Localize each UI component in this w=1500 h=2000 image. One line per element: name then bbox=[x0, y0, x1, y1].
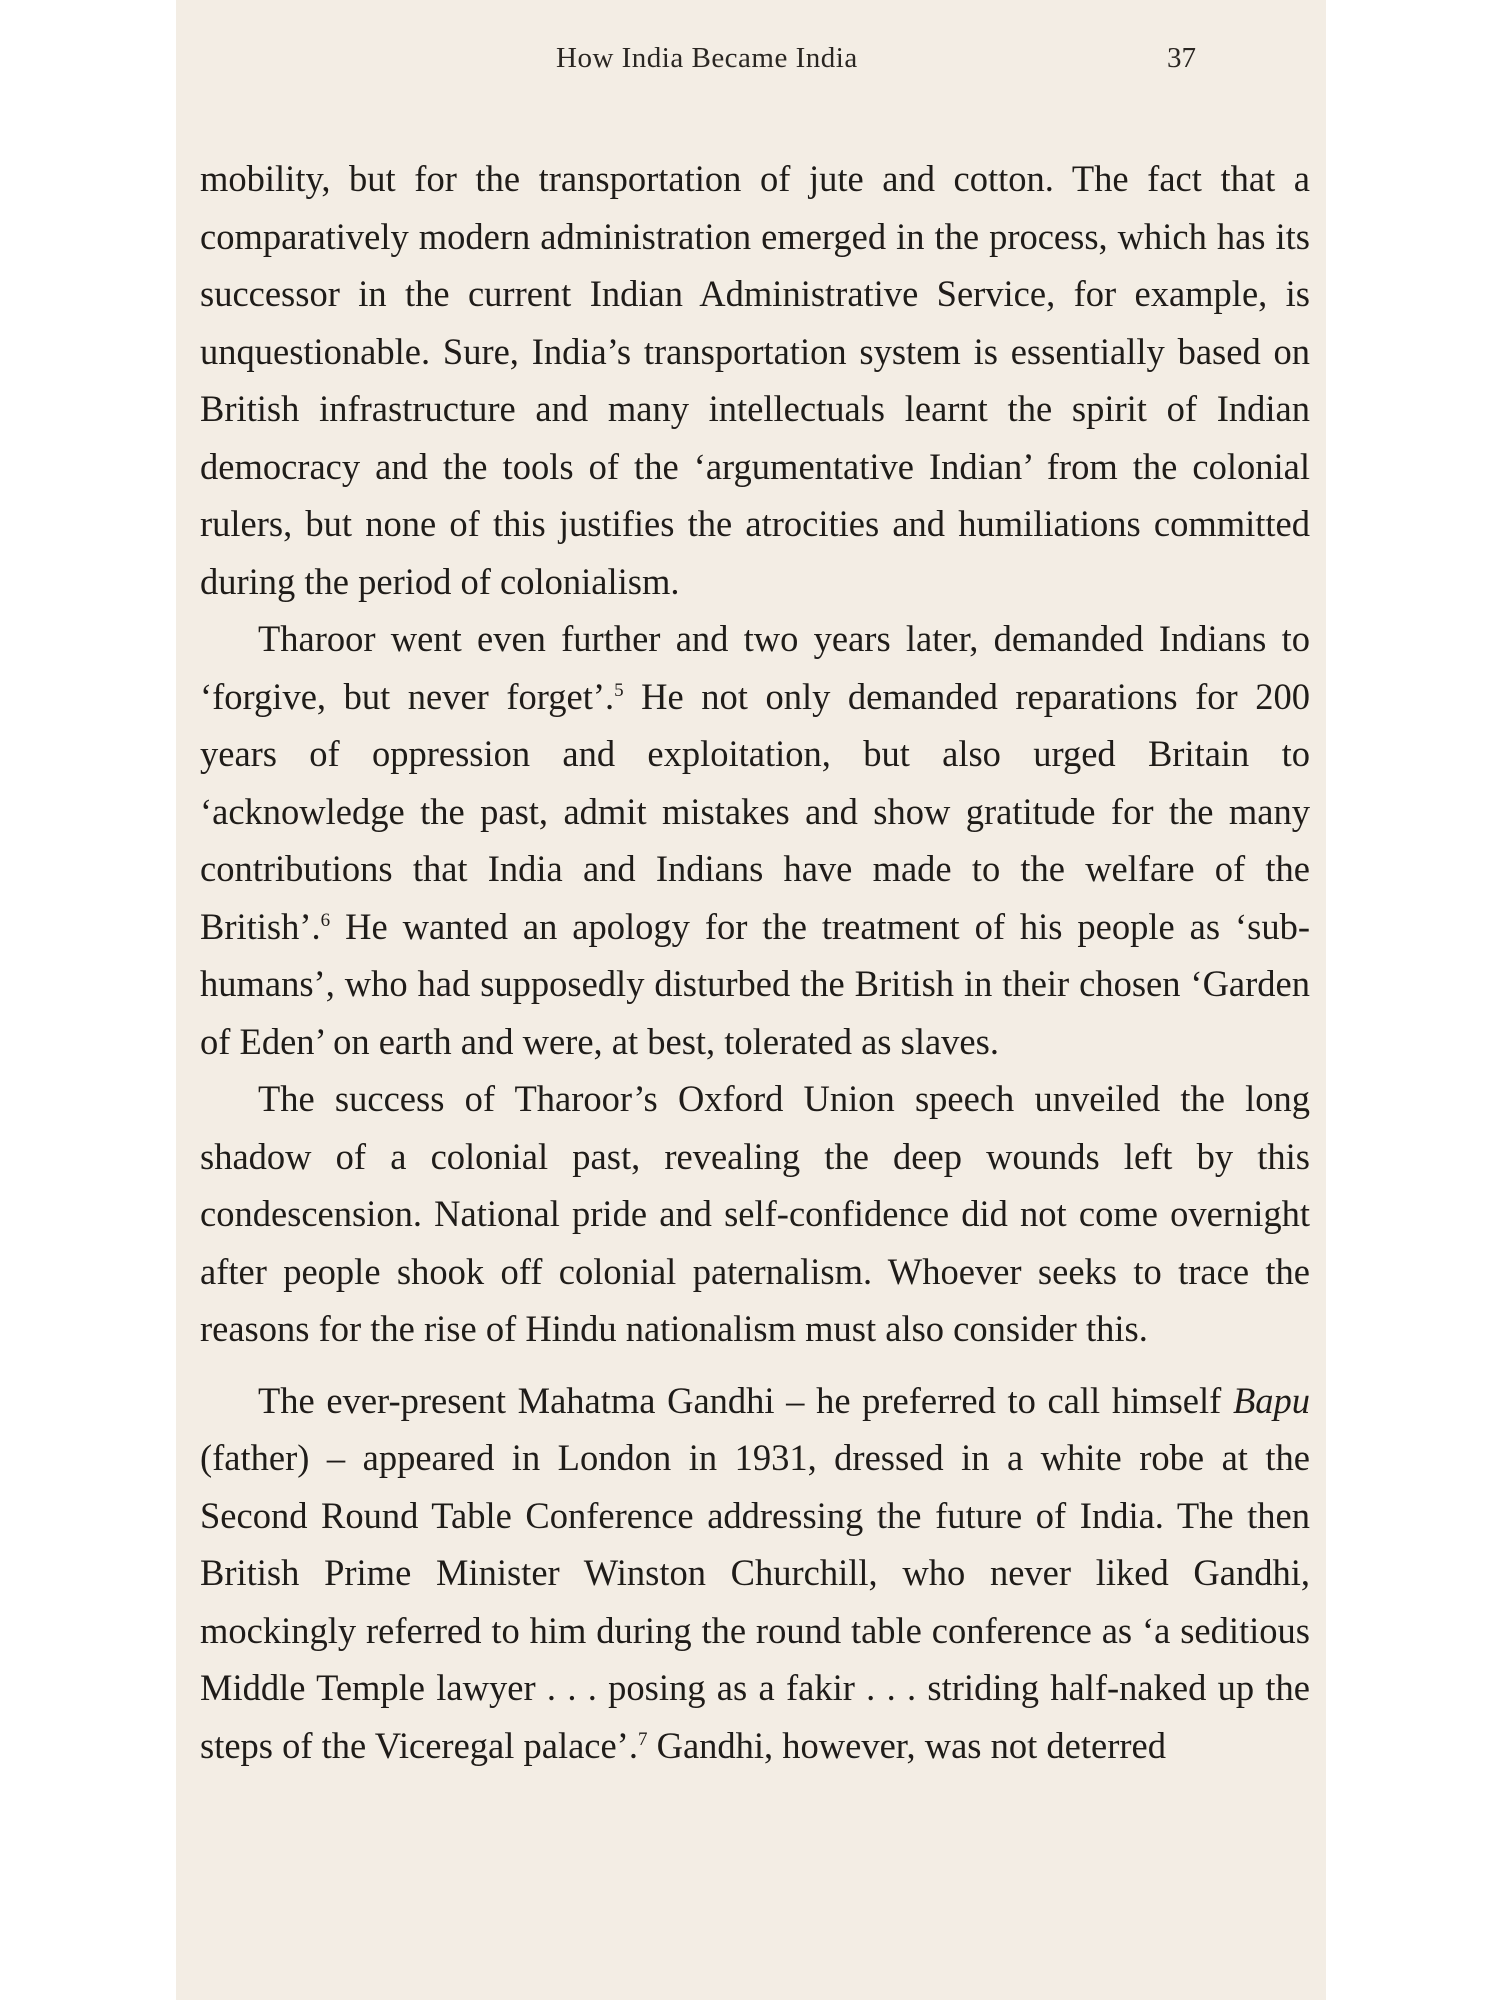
paragraph-4-text-c: Gandhi, however, was not deterred bbox=[647, 1724, 1166, 1766]
paragraph-2-text-a: Tharoor went even further and two years later, demanded Indians to ‘forgive, but never forget’. bbox=[200, 618, 1310, 717]
paragraph-4 bbox=[200, 1372, 1310, 1775]
running-head: How India Became India bbox=[556, 42, 858, 74]
page-header bbox=[176, 42, 1326, 82]
paragraph-1 bbox=[200, 150, 1310, 610]
paragraph-1-text: mobility, but for the transportation of jute and cotton. The fact that a comparatively modern administration emerged in the process, which has its successor in the current Indian Administrative Service, for example, is unquestionable. Sure, India’s transportation system is essentially based on British infrastructure and many intellectuals learnt the spirit of Indian democracy and the tools of the ‘argumentative Indian’ from the colonial rulers, but none of this justifies the atrocities and humiliations committed during the period of colonialism. bbox=[200, 158, 1310, 602]
footnote-ref-6: 6 bbox=[320, 909, 331, 931]
paragraph-3-text: The success of Tharoor’s Oxford Union speech unveiled the long shadow of a colonial past, revealing the deep wounds left by this condescension. National pride and self-confidence did not come overnight after people shook off colonial paternalism. Whoever seeks to trace the reasons for the rise of Hindu nationalism must also consider this. bbox=[200, 1078, 1310, 1349]
footnote-ref-7: 7 bbox=[637, 1728, 648, 1750]
footnote-ref-5: 5 bbox=[614, 679, 624, 701]
paragraph-4-text-b: (father) – appeared in London in 1931, dressed in a white robe at the Second Round Table Conference addressing the future of India. The then British Prime Minister Winston Churchill, who never liked Gandhi, mockingly referred to him during the round table conference as ‘a seditious Middle Temple lawyer . . . posing as a fakir . . . striding half-naked up the steps of the Viceregal palace’. bbox=[200, 1437, 1310, 1766]
italic-term-bapu: Bapu bbox=[1232, 1379, 1310, 1421]
paragraph-3 bbox=[200, 1070, 1310, 1358]
paragraph-2-text-b: He not only demanded reparations for 200 years of oppression and exploitation, but also urged Britain to ‘acknowledge the past, admit mistakes and show gratitude for the many contributions that India and Indians have made to the welfare of the British’. bbox=[200, 675, 1310, 947]
paragraph-2 bbox=[200, 610, 1310, 1070]
body-text bbox=[200, 150, 1310, 1774]
page-number: 37 bbox=[1167, 42, 1196, 74]
book-page bbox=[176, 0, 1326, 2000]
paragraph-4-text-a: The ever-present Mahatma Gandhi – he preferred to call himself bbox=[258, 1379, 1233, 1421]
paragraph-2-text-c: He wanted an apology for the treatment of his people as ‘sub-humans’, who had supposedly disturbed the British in their chosen ‘Garden of Eden’ on earth and were, at best, tolerated as slaves. bbox=[200, 905, 1310, 1062]
